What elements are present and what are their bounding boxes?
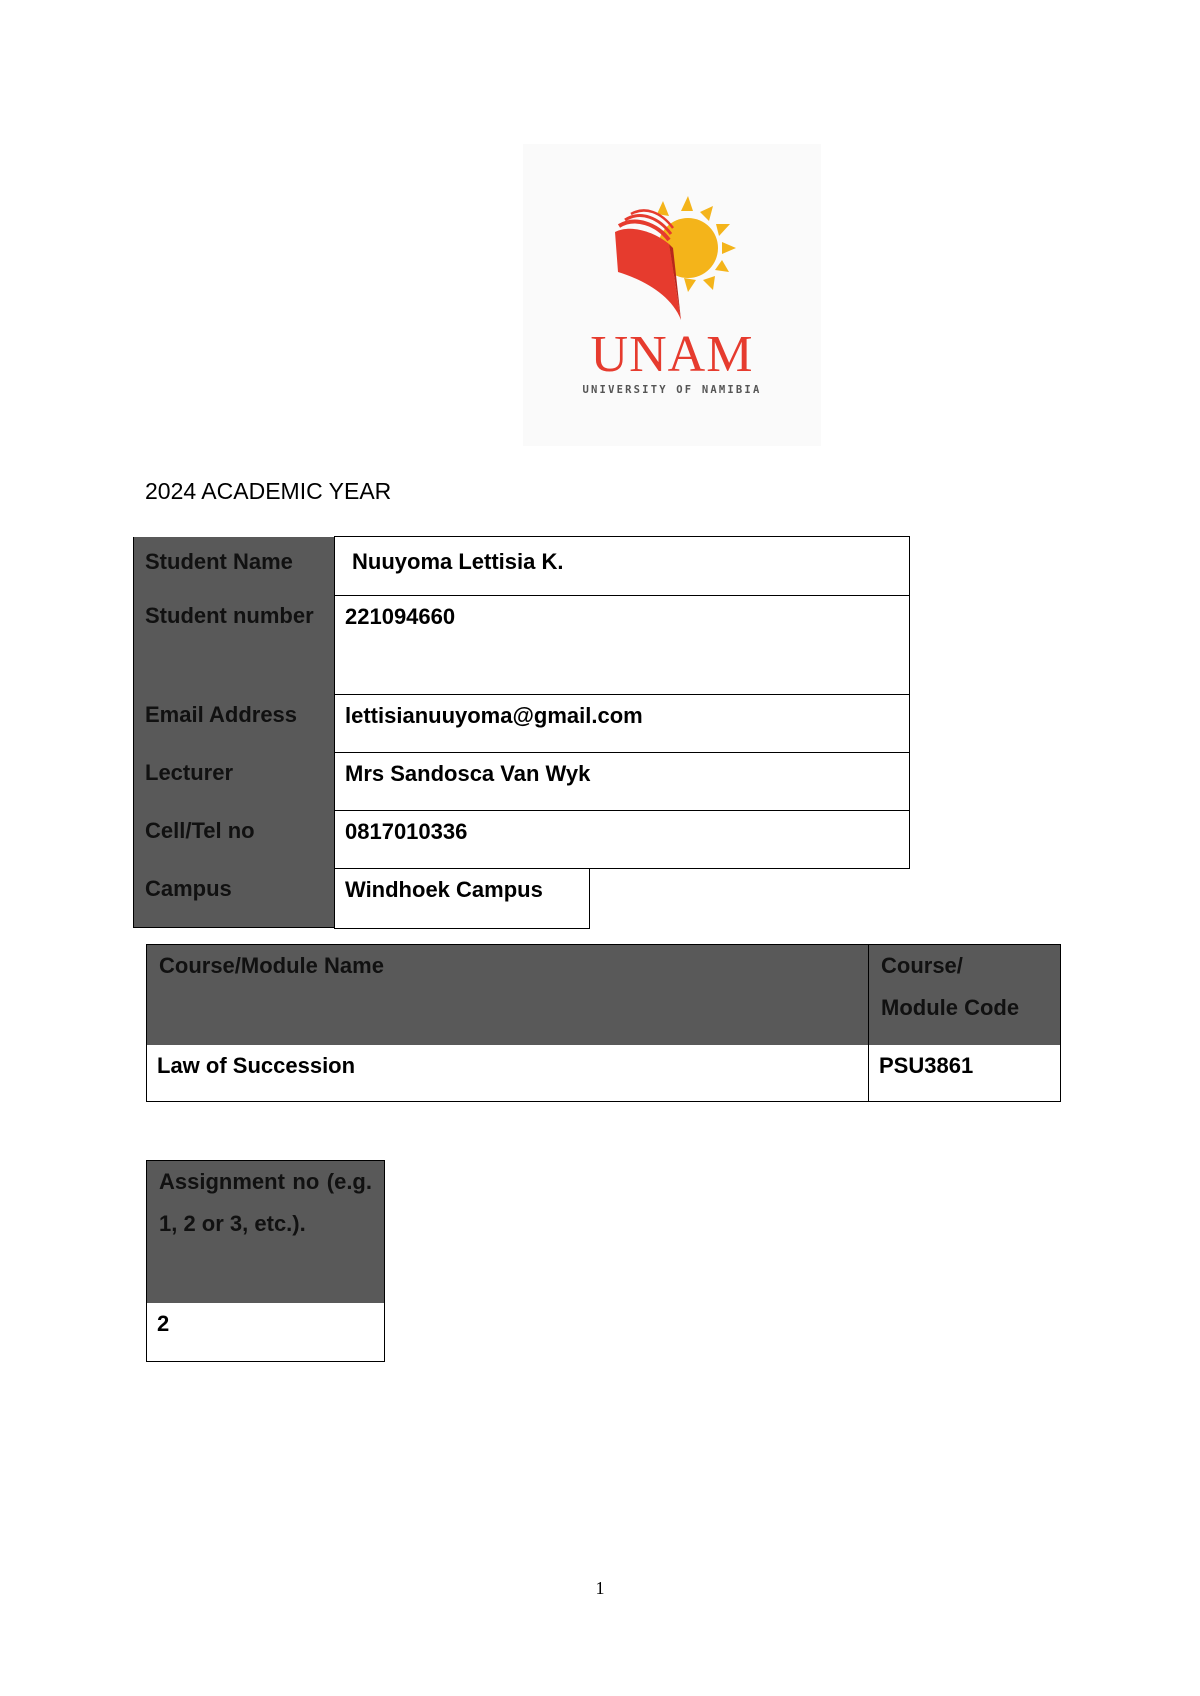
value-student-name: Nuuyoma Lettisia K. bbox=[334, 536, 910, 596]
value-email-address: lettisianuuyoma@gmail.com bbox=[334, 694, 910, 753]
book-sun-icon bbox=[523, 144, 821, 446]
unam-logo bbox=[523, 144, 821, 446]
course-code-header-line1: Course/ bbox=[881, 953, 963, 978]
label-lecturer: Lecturer bbox=[145, 760, 234, 785]
value-campus: Windhoek Campus bbox=[334, 868, 590, 929]
assignment-header: Assignment no (e.g. 1, 2 or 3, etc.). bbox=[146, 1160, 385, 1304]
page-number: 1 bbox=[595, 1578, 605, 1598]
logo-wordmark: UNAM bbox=[590, 326, 754, 383]
course-code-value: PSU3861 bbox=[868, 1045, 1061, 1102]
value-cell-tel: 0817010336 bbox=[334, 810, 910, 869]
label-email-address: Email Address bbox=[145, 702, 298, 727]
course-code-header bbox=[868, 944, 1061, 1046]
label-student-name: Student Name bbox=[145, 549, 293, 574]
value-student-number: 221094660 bbox=[334, 595, 910, 695]
assignment-value: 2 bbox=[146, 1303, 385, 1362]
label-campus: Campus bbox=[145, 876, 232, 901]
label-student-number bbox=[133, 595, 335, 694]
label-student-number-text: Student number bbox=[145, 603, 314, 628]
logo-subtitle: UNIVERSITY OF NAMIBIA bbox=[582, 384, 762, 396]
value-lecturer: Mrs Sandosca Van Wyk bbox=[334, 752, 910, 811]
course-code-header-line2: Module Code bbox=[881, 995, 1020, 1020]
course-name-header: Course/Module Name bbox=[146, 944, 869, 1046]
academic-year-heading: 2024 ACADEMIC YEAR bbox=[145, 478, 392, 504]
label-cell-tel: Cell/Tel no bbox=[145, 818, 255, 843]
course-name-value: Law of Succession bbox=[146, 1045, 869, 1102]
